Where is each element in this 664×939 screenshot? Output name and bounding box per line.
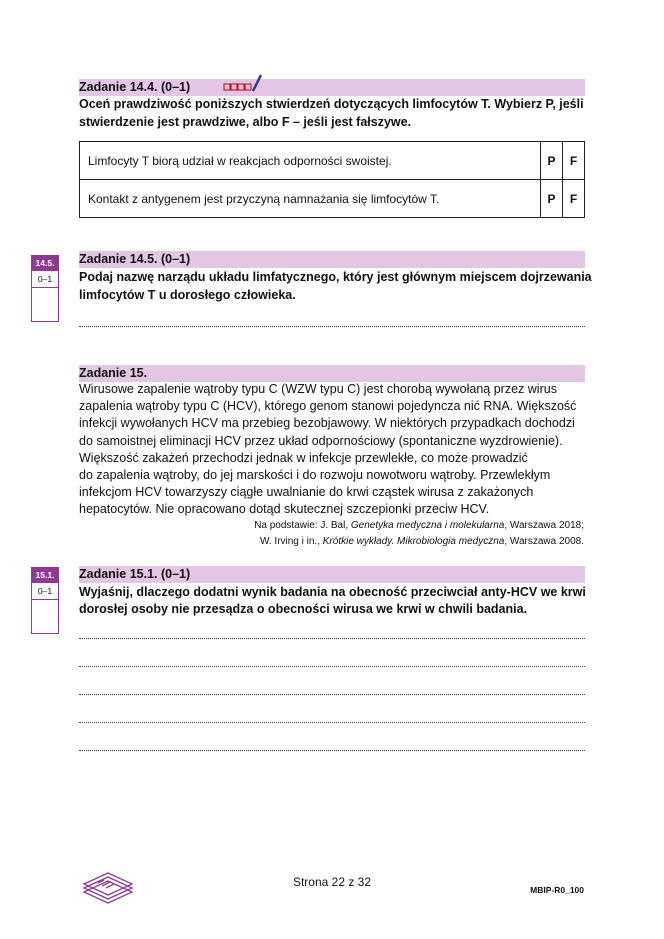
citation-title: Krótkie wykłady. Mikrobiologia medyczna	[322, 536, 505, 547]
answer-p-option[interactable]: P	[541, 180, 563, 218]
text-line: zapalenia wątroby typu C (HCV), którego genom stanowi pojedyncza nić RNA. Większość	[79, 399, 577, 414]
task-title: Zadanie 14.5. (0–1)	[79, 252, 191, 266]
text-line: do samoistnej eliminacji HCV przez układ odpornościowy (spontaniczne wyzdrowienie).	[79, 433, 563, 448]
answer-line[interactable]	[79, 326, 585, 327]
task-question-line: Wyjaśnij, dlaczego dodatni wynik badania na obecność przeciwciał anty-HCV we krwi	[79, 585, 586, 599]
task-15-1-header	[79, 566, 585, 583]
text-line: do zapalenia wątroby, do jej marskości i do rozwoju nowotworu wątroby. Przewlekłym	[79, 468, 551, 483]
answer-f-option[interactable]: F	[563, 142, 585, 180]
task-instruction-line: stwierdzenie jest prawdziwe, albo F – jeśli jest fałszywe.	[79, 115, 412, 129]
text-line: Większość zakażeń przechodzi jednak w infekcje przewlekłe, co może prowadzić	[79, 450, 528, 465]
task-title: Zadanie 15.1. (0–1)	[79, 567, 191, 581]
citation-title: Genetyka medyczna i molekularna	[350, 520, 505, 531]
citation-text: , Warszawa 2018;	[504, 520, 584, 531]
score-box-15-1	[31, 567, 59, 634]
task-question-line: limfocytów T u dorosłego człowieka.	[79, 288, 296, 302]
score-box-number: 15.1.	[31, 567, 59, 583]
page-number: Strona 22 z 32	[292, 875, 372, 889]
exam-code: MBIP-R0_100	[530, 885, 584, 895]
task-question-line: Podaj nazwę narządu układu limfatycznego, który jest głównym miejscem dojrzewania	[79, 270, 592, 284]
citation-text: W. Irving i in.,	[259, 536, 323, 547]
text-line: Wirusowe zapalenie wątroby typu C (WZW typu C) jest chorobą wywołaną przez wirus	[79, 382, 557, 396]
score-box-points: 0–1	[31, 583, 59, 600]
answer-line[interactable]	[79, 750, 585, 751]
score-box-14-5	[31, 255, 59, 322]
task-15-header	[79, 365, 585, 382]
score-box-field[interactable]	[31, 288, 59, 322]
answer-line[interactable]	[79, 722, 585, 723]
table-row	[80, 142, 585, 180]
statement-cell: Kontakt z antygenem jest przyczyną namnażania się limfocytów T.	[80, 180, 541, 218]
task-14-4-header	[79, 79, 585, 96]
task-question-line: dorosłej osoby nie przesądza o obecności wirusa we krwi w chwili badania.	[79, 602, 528, 616]
source-citation	[254, 518, 584, 550]
citation-text: , Warszawa 2008.	[504, 536, 584, 547]
edit-pencil-icon	[223, 74, 263, 96]
score-box-number: 14.5.	[31, 255, 59, 271]
text-line: hepatocytów. Nie opracowano dotąd skutecznej szczepionki przeciw HCV.	[79, 502, 490, 517]
table-row	[80, 180, 585, 218]
true-false-table	[79, 141, 585, 218]
task-title: Zadanie 15.	[79, 366, 148, 380]
task-14-5-header	[79, 251, 585, 268]
answer-line[interactable]	[79, 666, 585, 667]
answer-line[interactable]	[79, 638, 585, 639]
task-title: Zadanie 14.4. (0–1)	[79, 80, 191, 94]
text-line: infekcji wywołanych HCV ma przebieg bezobjawowy. W niektórych przypadkach dochodzi	[79, 416, 575, 431]
score-box-field[interactable]	[31, 600, 59, 634]
task-15-text	[79, 381, 589, 519]
answer-line[interactable]	[79, 694, 585, 695]
citation-text: Na podstawie: J. Bal,	[254, 520, 351, 531]
score-box-points: 0–1	[31, 271, 59, 288]
text-line: infekcjom HCV towarzyszy ciągłe uwalnianie do krwi cząstek wirusa z zakażonych	[79, 485, 534, 500]
answer-p-option[interactable]: P	[541, 142, 563, 180]
task-instruction-line: Oceń prawdziwość poniższych stwierdzeń dotyczących limfocytów T. Wybierz P, jeśli	[79, 97, 584, 111]
statement-cell: Limfocyty T biorą udział w reakcjach odporności swoistej.	[80, 142, 541, 180]
answer-f-option[interactable]: F	[563, 180, 585, 218]
